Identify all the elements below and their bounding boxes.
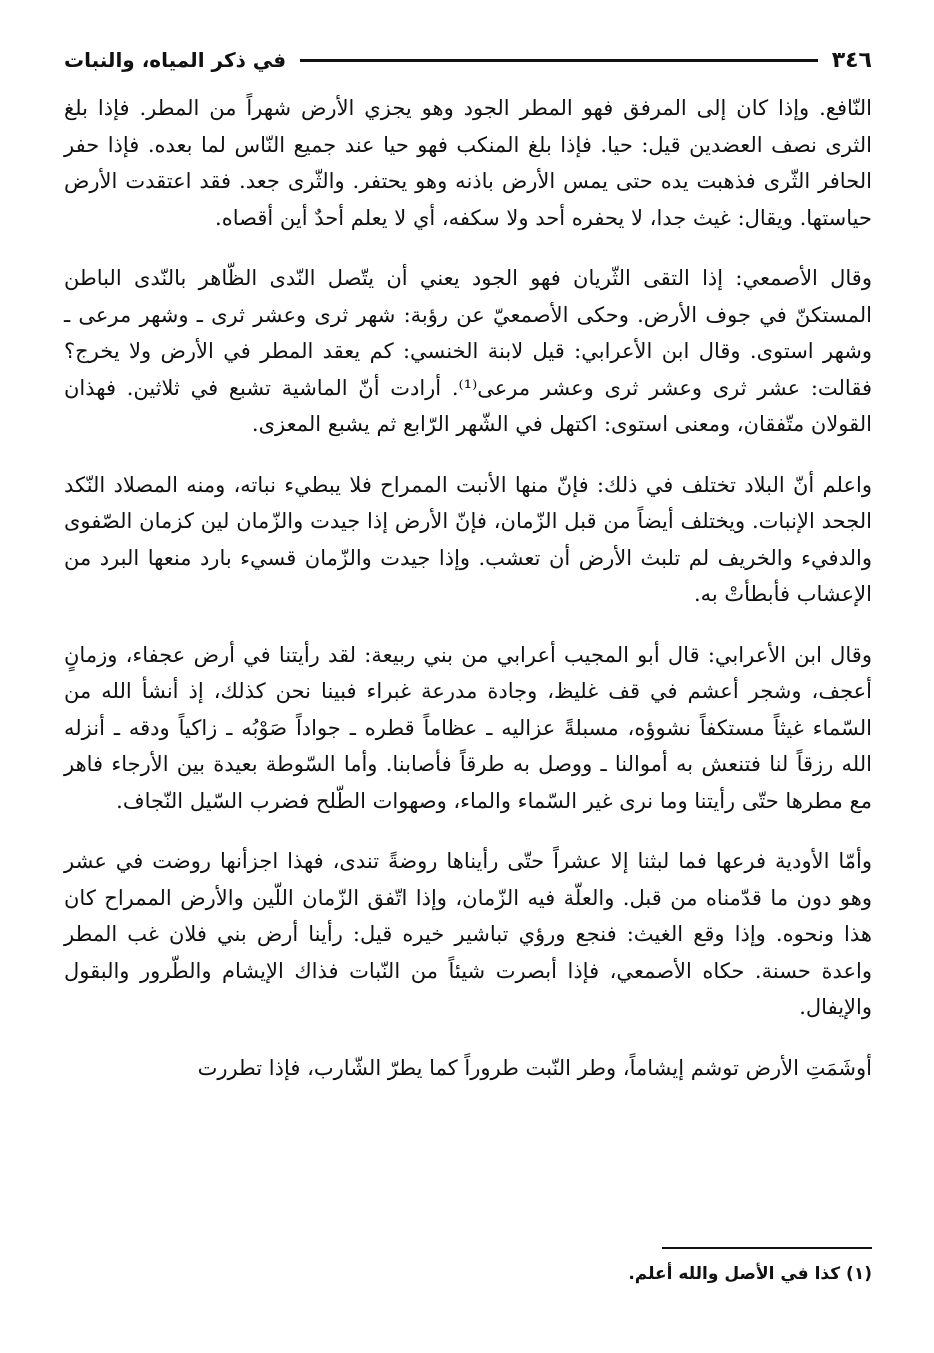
- running-title: في ذكر المياه، والنبات: [64, 48, 287, 72]
- footnote: (١) كذا في الأصل والله أعلم.: [628, 1264, 872, 1284]
- paragraph: وقال ابن الأعرابي: قال أبو المجيب أعرابي من بني ربيعة: لقد رأيتنا في أرض عجفاء، وزمانٍ أعجف، وشجر أعشم في قف غليظ، وجادة مدرعة غبراء فبينا نحن كذلك، إذ أنشأ الله من السّماء غيثاً مستكفاً نشوؤه، مسبلةً عزاليه ـ عظاماً قطره ـ جواداً صَوْبُه ـ زاكياً ودقه ـ أنزله الله رزقاً لنا فتنعش به أموالنا ـ ووصل به طرقاً فأصابنا. وأما السّوطة بعيدة بين الأرجاء فاهر مع مطرها حتّى رأيتنا وما نرى غير السّماء والماء، وصهوات الطّلح فضرب السّيل النّجاف.: [64, 642, 872, 813]
- paragraph: وأمّا الأودية فرعها فما لبثنا إلا عشراً حتّى رأيناها روضةً تندى، فهذا اجزأنها روضت في عشر وهو دون ما قدّمناه من قبل. والعلّة فيه الزّمان، وإذا اتّفق الزّمان اللّين والأرض الممراح كان هذا ونحوه. وإذا وقع الغيث: فنجع ورؤي تباشير خيره قيل: رأينا أرض بني فلان غب المطر واعدة حسنة. حكاه الأصمعي، فإذا أبصرت شيئاً من النّبات فذاك الإيشام والطّرور والبقول والإيفال.: [64, 849, 872, 1019]
- paragraph: أوشَمَتِ الأرض توشم إيشاماً، وطر النّبت طروراً كما يطرّ الشّارب، فإذا تطررت: [197, 1055, 872, 1080]
- footnote-rule: [662, 1247, 872, 1249]
- paragraph: واعلم أنّ البلاد تختلف في ذلك: فإنّ منها الأنبت الممراح فلا يبطيء نباته، ومنه المصلاد النّكد الجحد الإنبات. ويختلف أيضاً من قبل الزّمان، فإنّ الأرض إذا جيدت والزّمان لين كزمان الصّفوى والدفيء والخريف لم تلبث الأرض أن تعشب. وإذا جيدت والزّمان قسيء بارد منعها البرد من الإعشاب فأبطأتْ به.: [64, 472, 872, 606]
- page-header: [64, 38, 872, 82]
- paragraph: النّافع. وإذا كان إلى المرفق فهو المطر الجود وهو يجزي الأرض شهراً من المطر. فإذا بلغ الثرى نصف العضدين قيل: حيا. فإذا بلغ المنكب فهو حيا عند جميع النّاس لما بعده. فإذا حفر الحافر الثّرى فذهبت يده حتى يمس الأرض باذنه وهو يحتفر. والثّرى جعد. فقد اعتقدت الأرض حياستها. ويقال: غيث جدا، لا يحفره أحد ولا سكفه، أي لا يعلم أحدٌ أين أقصاه.: [64, 96, 872, 230]
- paragraph: وقال الأصمعي: إذا التقى الثّريان فهو الجود يعني أن يتّصل النّدى الظّاهر بالنّدى الباطن المستكنّ في جوف الأرض. وحكى الأصمعيّ عن رؤبة: شهر ثرى وعشر ثرى ـ وشهر مرعى ـ وشهر استوى. وقال ابن الأعرابي: قيل لابنة الخنسي: كم يعقد المطر في الأرض ولا يخرج؟ فقالت: عشر ثرى وعشر ثرى وعشر مرعى⁽¹⁾. أرادت أنّ الماشية تشبع في ثلاثين. فهذان القولان متّفقان، ومعنى استوى: اكتهل في الشّهر الرّابع ثم يشبع المعزى.: [64, 266, 872, 436]
- page-number: ٣٤٦: [831, 47, 872, 73]
- header-rule: [300, 59, 818, 62]
- body-text: [64, 90, 872, 1086]
